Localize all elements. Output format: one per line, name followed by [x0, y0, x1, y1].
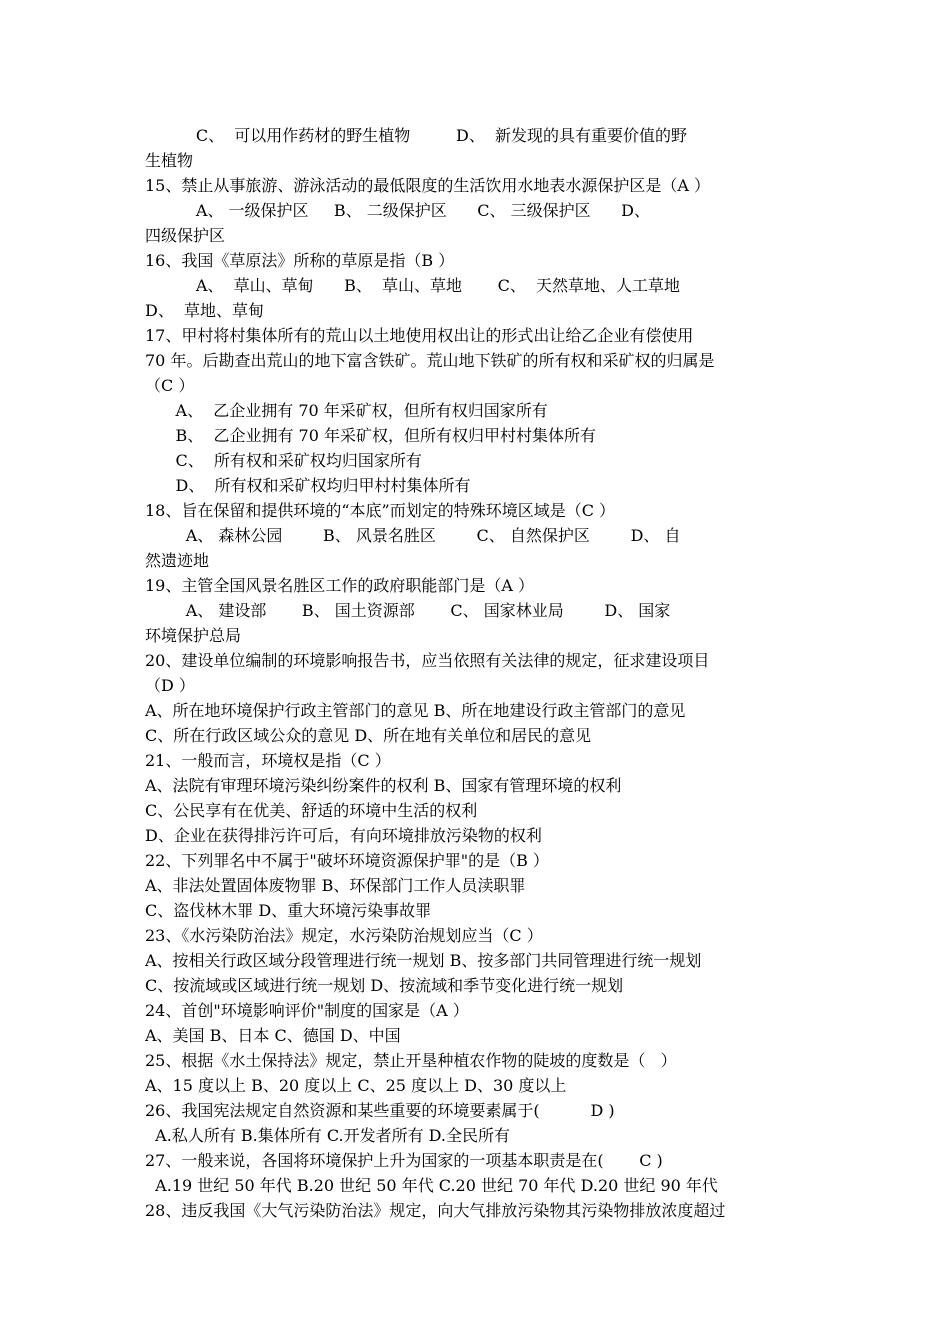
text-line: A.私人所有 B.集体所有 C.开发者所有 D.全民所有 — [145, 1126, 511, 1145]
text-line: （D ） — [145, 676, 195, 695]
text-line: C、所在行政区域公众的意见 D、所在地有关单位和居民的意见 — [145, 726, 592, 745]
text-line: A、所在地环境保护行政主管部门的意见 B、所在地建设行政主管部门的意见 — [145, 701, 686, 720]
text-line: D、 所有权和采矿权均归甲村村集体所有 — [145, 476, 471, 495]
text-line: A、 一级保护区 B、 二级保护区 C、 三级保护区 D、 — [145, 201, 650, 220]
question-18: 18、旨在保留和提供环境的“本底”而划定的特殊环境区域是（C ） — [145, 501, 616, 520]
text-line: C、公民享有在优美、舒适的环境中生活的权利 — [145, 801, 478, 820]
text-line: A、按相关行政区域分段管理进行统一规划 B、按多部门共同管理进行统一规划 — [145, 951, 702, 970]
text-line: （C ） — [145, 376, 195, 395]
question-21: 21、一般而言，环境权是指（C ） — [145, 751, 391, 770]
question-26: 26、我国宪法规定自然资源和某些重要的环境要素属于( D ) — [145, 1101, 615, 1120]
question-23: 23、《水污染防治法》规定，水污染防治规划应当（C ） — [145, 926, 543, 945]
question-17: 17、甲村将村集体所有的荒山以土地使用权出让的形式出让给乙企业有偿使用 — [145, 326, 694, 345]
text-line: 环境保护总局 — [145, 626, 242, 645]
question-28: 28、违反我国《大气污染防治法》规定，向大气排放污染物其污染物排放浓度超过 — [145, 1201, 726, 1220]
text-line: A、 草山、草甸 B、 草山、草地 C、 天然草地、人工草地 — [145, 276, 681, 295]
question-24: 24、首创"环境影响评价"制度的国家是（A ） — [145, 1001, 469, 1020]
text-line: D、企业在获得排污许可后，有向环境排放污染物的权利 — [145, 826, 542, 845]
text-line: 70 年。后勘查出荒山的地下富含铁矿。荒山地下铁矿的所有权和采矿权的归属是 — [145, 351, 715, 370]
text-line: A.19 世纪 50 年代 B.20 世纪 50 年代 C.20 世纪 70 年代 D.20 世纪 90 年代 — [145, 1176, 718, 1195]
question-27: 27、一般来说，各国将环境保护上升为国家的一项基本职责是在( C ) — [145, 1151, 663, 1170]
text-line: 四级保护区 — [145, 226, 226, 245]
text-line: A、15 度以上 B、20 度以上 C、25 度以上 D、30 度以上 — [145, 1076, 567, 1095]
text-line: 生植物 — [145, 151, 194, 170]
question-25: 25、根据《水土保持法》规定，禁止开垦种植农作物的陡坡的度数是（ ） — [145, 1051, 677, 1070]
text-line: A、非法处置固体废物罪 B、环保部门工作人员渎职罪 — [145, 876, 526, 895]
text-line: A、 乙企业拥有 70 年采矿权，但所有权归国家所有 — [145, 401, 548, 420]
text-line: A、 森林公园 B、 风景名胜区 C、 自然保护区 D、 自 — [145, 526, 681, 545]
text-line: A、 建设部 B、 国土资源部 C、 国家林业局 D、 国家 — [145, 601, 671, 620]
question-16: 16、我国《草原法》所称的草原是指（B ） — [145, 251, 455, 270]
text-line: A、法院有审理环境污染纠纷案件的权利 B、国家有管理环境的权利 — [145, 776, 622, 795]
text-line: C、 所有权和采矿权均归国家所有 — [145, 451, 422, 470]
question-22: 22、下列罪名中不属于"破坏环境资源保护罪"的是（B ） — [145, 851, 549, 870]
text-line: B、 乙企业拥有 70 年采矿权，但所有权归甲村村集体所有 — [145, 426, 596, 445]
question-19: 19、主管全国风景名胜区工作的政府职能部门是（A ） — [145, 576, 535, 595]
text-line: D、 草地、草甸 — [145, 301, 265, 320]
text-line: C、盗伐林木罪 D、重大环境污染事故罪 — [145, 901, 432, 920]
question-20: 20、建设单位编制的环境影响报告书，应当依照有关法律的规定，征求建设项目 — [145, 651, 710, 670]
text-line: C、 可以用作药材的野生植物 D、 新发现的具有重要价值的野 — [145, 126, 688, 145]
text-line: C、按流域或区域进行统一规划 D、按流域和季节变化进行统一规划 — [145, 976, 624, 995]
text-line: 然遗迹地 — [145, 551, 210, 570]
question-15: 15、禁止从事旅游、游泳活动的最低限度的生活饮用水地表水源保护区是（A ） — [145, 176, 711, 195]
text-line: A、美国 B、日本 C、德国 D、中国 — [145, 1026, 401, 1045]
